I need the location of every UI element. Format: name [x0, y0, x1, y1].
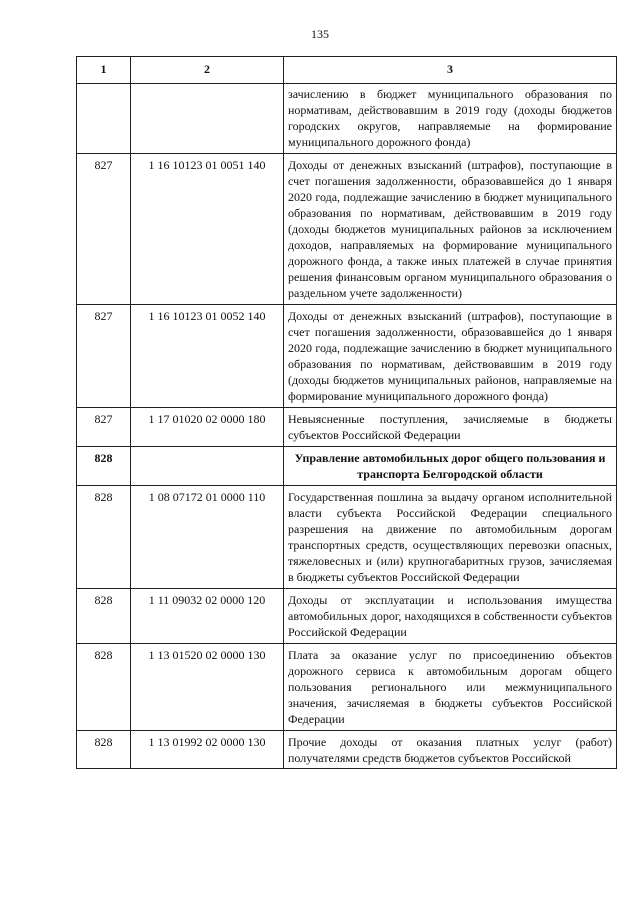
budget-code: 1 17 01020 02 0000 180 — [131, 408, 284, 447]
income-description: Государственная пошлина за выдачу органом исполнительной власти субъекта Российской Федерации специального разрешения на движение по автомобильным дорогам транспортных средств, осуществляющих перевозки опасных, тяжеловесных и (или) крупногабаритных грузов, зачисляемая в бюджеты субъектов Российской Федерации — [284, 486, 617, 589]
income-description-cut — [284, 731, 617, 769]
admin-code: 827 — [77, 154, 131, 305]
empty-cell — [77, 84, 131, 154]
table-row — [77, 305, 617, 408]
income-description: Доходы от денежных взысканий (штрафов), поступающие в счет погашения задолженности, образовавшейся до 1 января 2020 года, подлежащие зачислению в бюджет муниципального образования по нормативам, действовавшим в 2019 году (доходы бюджетов муниципальных районов, направляемые на формирование муниципального дорожного фонда) — [284, 305, 617, 408]
income-description: Плата за оказание услуг по присоединению объектов дорожного сервиса к автомобильным дорогам общего пользования регионального или межмуниципального значения, зачисляемая в бюджеты субъектов Российской Федерации — [284, 644, 617, 731]
column-header-1: 1 — [77, 57, 131, 84]
agency-code: 828 — [77, 447, 131, 486]
budget-code: 1 13 01520 02 0000 130 — [131, 644, 284, 731]
income-description: Доходы от эксплуатации и использования имущества автомобильных дорог, находящихся в собственности субъектов Российской Федерации — [284, 589, 617, 644]
column-header-3: 3 — [284, 57, 617, 84]
admin-code: 827 — [77, 305, 131, 408]
budget-code: 1 16 10123 01 0052 140 — [131, 305, 284, 408]
income-description: Прочие доходы от оказания платных услуг (работ) получателями средств бюджетов субъектов Российской — [288, 735, 612, 765]
budget-code: 1 08 07172 01 0000 110 — [131, 486, 284, 589]
budget-code: 1 13 01992 02 0000 130 — [131, 731, 284, 769]
page-number: 135 — [311, 27, 329, 41]
table-row — [77, 731, 617, 769]
table-row — [77, 589, 617, 644]
admin-code: 828 — [77, 731, 131, 769]
table-row — [77, 408, 617, 447]
column-header-2: 2 — [131, 57, 284, 84]
admin-code: 827 — [77, 408, 131, 447]
admin-code: 828 — [77, 644, 131, 731]
agency-name: Управление автомобильных дорог общего пользования и транспорта Белгородской области — [284, 447, 617, 486]
empty-cell — [131, 84, 284, 154]
table-row — [77, 84, 617, 154]
admin-code: 828 — [77, 589, 131, 644]
empty-cell — [131, 447, 284, 486]
budget-code: 1 16 10123 01 0051 140 — [131, 154, 284, 305]
budget-code: 1 11 09032 02 0000 120 — [131, 589, 284, 644]
admin-code: 828 — [77, 486, 131, 589]
table-row — [77, 486, 617, 589]
budget-classification-table — [76, 56, 617, 769]
income-description: Доходы от денежных взысканий (штрафов), поступающие в счет погашения задолженности, образовавшейся до 1 января 2020 года, подлежащие зачислению в бюджет муниципального образования по нормативам, действовавшим в 2019 году (доходы бюджетов муниципальных районов за исключением доходов, направляемых на формирование муниципального дорожного фонда, а также иных платежей в случае принятия решения финансовым органом муниципального образования о раздельном учете задолженности) — [284, 154, 617, 305]
income-description: Невыясненные поступления, зачисляемые в бюджеты субъектов Российской Федерации — [284, 408, 617, 447]
continuation-text: зачислению в бюджет муниципального образования по нормативам, действовавшим в 2019 году (доходы бюджетов городских округов, направляемые на формирование муниципального дорожного фонда) — [284, 84, 617, 154]
table-row — [77, 644, 617, 731]
agency-header-row — [77, 447, 617, 486]
table-header-row — [77, 57, 617, 84]
table-row — [77, 154, 617, 305]
